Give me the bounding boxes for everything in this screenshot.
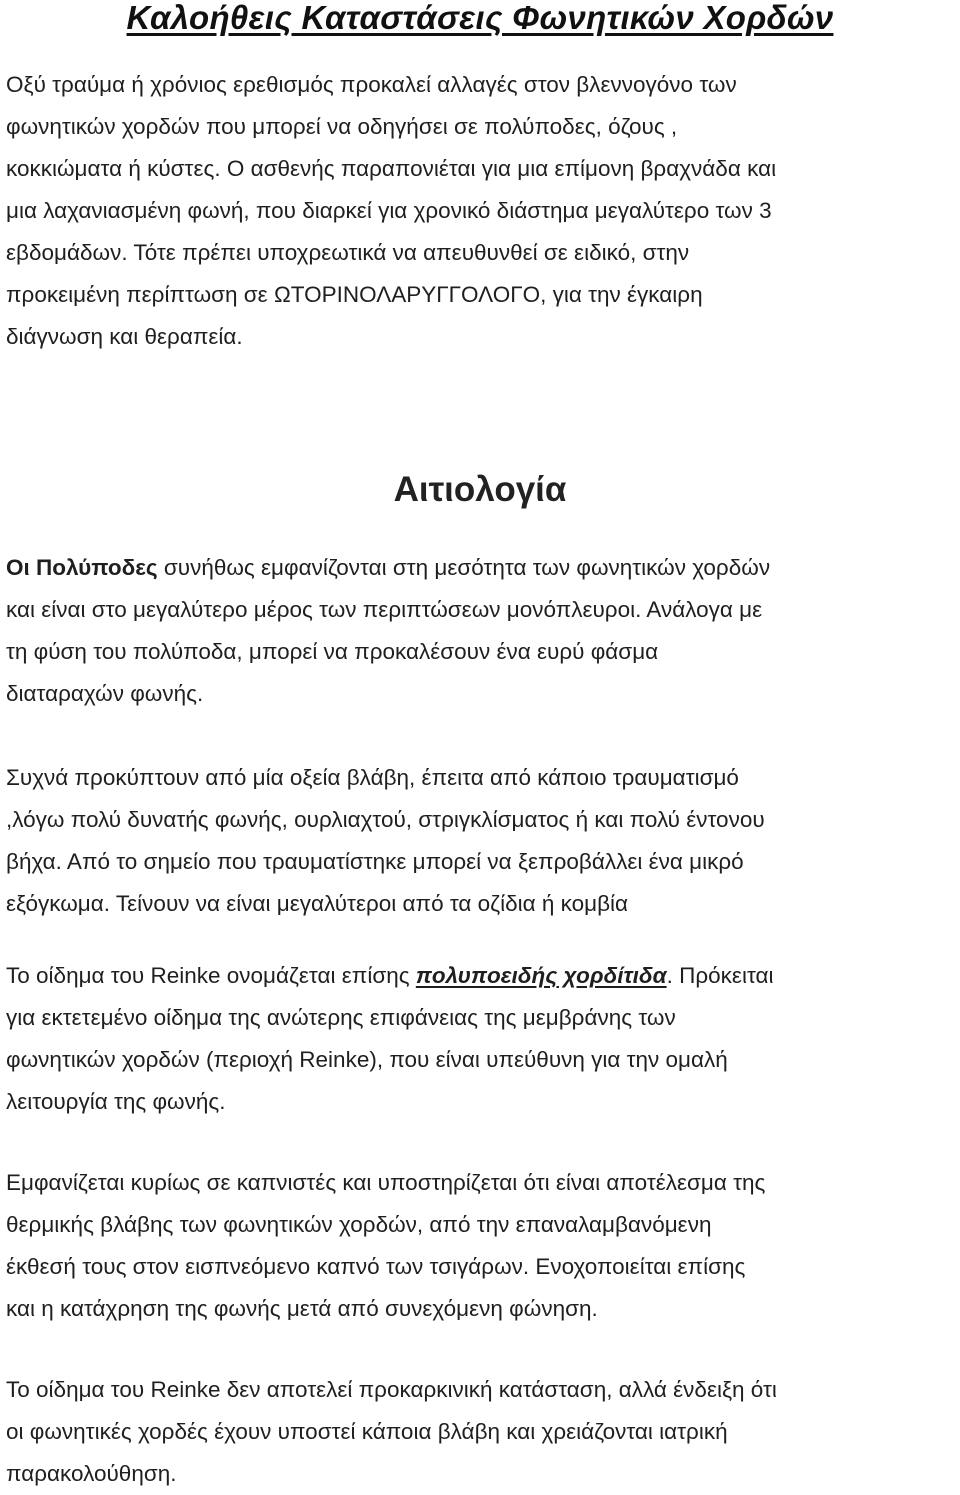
text-line: και είναι στο μεγαλύτερο μέρος των περιπτώσεων μονόπλευροι. Ανάλογα με	[6, 597, 763, 622]
text-line: λειτουργία της φωνής.	[6, 1089, 226, 1114]
text-line: διαταραχών φωνής.	[6, 681, 204, 706]
text-line: φωνητικών χορδών (περιοχή Reinke), που είναι υπεύθυνη για την ομαλή	[6, 1047, 728, 1072]
text-line: έκθεσή τους στον εισπνεόμενο καπνό των τσιγάρων. Ενοχοποιείται επίσης	[6, 1254, 746, 1279]
intro-paragraph	[6, 64, 956, 358]
smokers-paragraph	[6, 1162, 956, 1330]
reinke-term: πολυποειδής χορδίτιδα	[415, 963, 667, 988]
text-line: Εμφανίζεται κυρίως σε καπνιστές και υποστηρίζεται ότι είναι αποτέλεσμα της	[6, 1170, 766, 1195]
text-fragment: συνήθως εμφανίζονται στη μεσότητα των φωνητικών χορδών	[157, 555, 771, 580]
text-fragment: . Πρόκειται	[666, 963, 774, 988]
text-line: προκειμένη περίπτωση σε ΩΤΟΡΙΝΟΛΑΡΥΓΓΟΛΟΓΟ, για την έγκαιρη	[6, 282, 703, 307]
closing-paragraph	[6, 1369, 956, 1495]
text-line: διάγνωση και θεραπεία.	[6, 324, 243, 349]
text-line: Οξύ τραύμα ή χρόνιος ερεθισμός προκαλεί αλλαγές στον βλεννογόνο των	[6, 72, 737, 97]
causes-paragraph	[6, 757, 956, 925]
text-line: κοκκιώματα ή κύστες. Ο ασθενής παραπονιέται για μια επίμονη βραχνάδα και	[6, 156, 777, 181]
polyps-paragraph	[6, 547, 956, 715]
polyps-term: Οι Πολύποδες	[6, 555, 158, 580]
text-line: θερμικής βλάβης των φωνητικών χορδών, από την επαναλαμβανόμενη	[6, 1212, 712, 1237]
text-line	[6, 955, 956, 997]
text-line: Το οίδημα του Reinke δεν αποτελεί προκαρκινική κατάσταση, αλλά ένδειξη ότι	[6, 1377, 777, 1402]
text-line: μια λαχανιασμένη φωνή, που διαρκεί για χρονικό διάστημα μεγαλύτερο των 3	[6, 198, 772, 223]
section-heading: Αιτιολογία	[393, 470, 567, 509]
text-line: φωνητικών χορδών που μπορεί να οδηγήσει σε πολύποδες, όζους ,	[6, 114, 678, 139]
text-line: Συχνά προκύπτουν από μία οξεία βλάβη, έπειτα από κάποιο τραυματισμό	[6, 765, 739, 790]
page-title: Καλοήθεις Καταστάσεις Φωνητικών Χορδών	[126, 0, 834, 36]
reinke-paragraph	[6, 955, 956, 1123]
text-line	[6, 547, 956, 589]
text-line: βήχα. Από το σημείο που τραυματίστηκε μπορεί να ξεπροβάλλει ένα μικρό	[6, 849, 744, 874]
text-line: οι φωνητικές χορδές έχουν υποστεί κάποια βλάβη και χρειάζονται ιατρική	[6, 1419, 728, 1444]
text-line: για εκτετεμένο οίδημα της ανώτερης επιφάνειας της μεμβράνης των	[6, 1005, 676, 1030]
text-fragment: Το οίδημα του Reinke ονομάζεται επίσης	[6, 963, 416, 988]
text-line: εβδομάδων. Τότε πρέπει υποχρεωτικά να απευθυνθεί σε ειδικό, στην	[6, 240, 690, 265]
text-line: τη φύση του πολύποδα, μπορεί να προκαλέσουν ένα ευρύ φάσμα	[6, 639, 659, 664]
text-line: εξόγκωμα. Τείνουν να είναι μεγαλύτεροι από τα οζίδια ή κομβία	[6, 891, 629, 916]
text-line: και η κατάχρηση της φωνής μετά από συνεχόμενη φώνηση.	[6, 1296, 598, 1321]
text-line: ,λόγω πολύ δυνατής φωνής, ουρλιαχτού, στριγκλίσματος ή και πολύ έντονου	[6, 807, 765, 832]
text-line: παρακολούθηση.	[6, 1461, 177, 1486]
